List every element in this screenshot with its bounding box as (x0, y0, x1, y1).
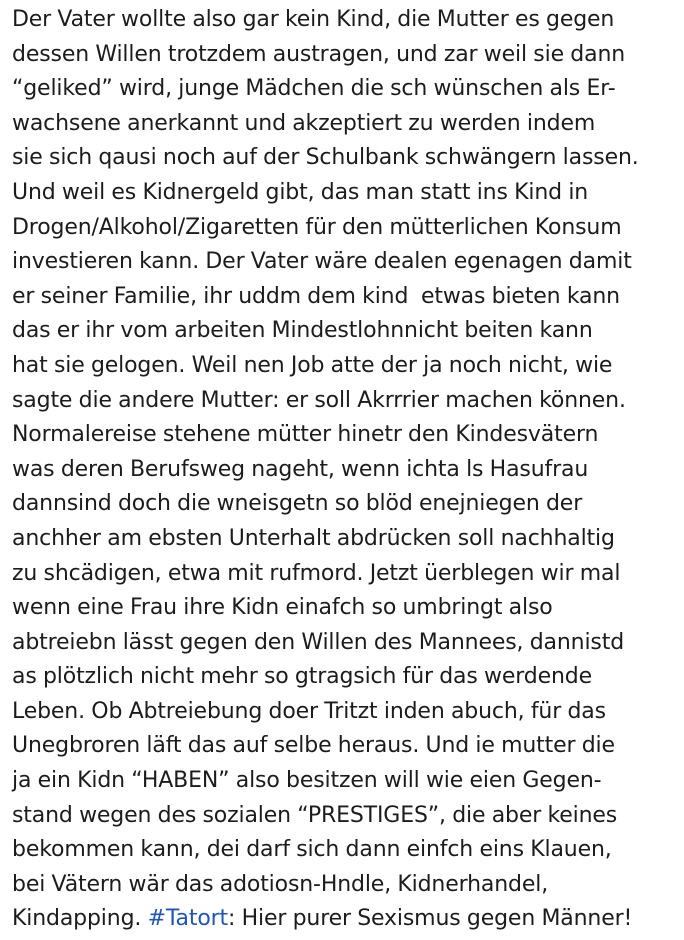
document-text-block (12, 3, 680, 937)
text-line: hat sie gelogen. Weil nen Job atte der ja noch nicht, wie (12, 352, 613, 378)
text-line: er seiner Familie, ihr uddm dem kind etwas bieten kann (12, 283, 620, 309)
text-line: sie sich qausi noch auf der Schulbank schwängern lassen. (12, 145, 639, 171)
text-line: stand wegen des sozialen “PRESTIGES”, die aber keines (12, 802, 618, 828)
text-line: wachsene anerkannt und akzeptiert zu werden indem (12, 110, 596, 136)
text-line: Drogen/Alkohol/Zigaretten für den mütterlichen Konsum (12, 214, 622, 240)
text-line: as plötzlich nicht mehr so gtragsich für das werdende (12, 664, 592, 690)
hashtag-tatort[interactable]: #Tatort (147, 906, 228, 932)
last-text-line (12, 902, 680, 937)
text-line: Leben. Ob Abtreiebung doer Tritzt inden abuch, für das (12, 698, 606, 724)
text-line: investieren kann. Der Vater wäre dealen egenagen damit (12, 249, 632, 275)
text-line: sagte die andere Mutter: er soll Akrrrier machen können. (12, 387, 626, 413)
text-line: abtreiebn lässt gegen den Willen des Mannees, dannistd (12, 629, 625, 655)
text-line: dessen Willen trotzdem austragen, und zar weil sie dann (12, 41, 626, 67)
text-line: was deren Berufsweg nageht, wenn ichta ls Hasufrau (12, 456, 589, 482)
text-line: zu shcädigen, etwa mit rufmord. Jetzt üerblegen wir mal (12, 560, 621, 586)
text-line: dannsind doch die wneisgetn so blöd enejniegen der (12, 491, 583, 517)
text-line: bei Vätern wär das adotiosn-Hndle, Kidnerhandel, (12, 871, 549, 897)
text-line: “geliked” wird, junge Mädchen die sch wünschen als Er- (12, 76, 616, 102)
text-line: anchher am ebsten Unterhalt abdrücken soll nachhaltig (12, 525, 615, 551)
text-line: wenn eine Frau ihre Kidn einafch so umbringt also (12, 595, 553, 621)
last-line-after: : Hier purer Sexismus gegen Männer! (228, 906, 633, 932)
last-line-before: Kindapping. (12, 906, 148, 932)
text-line: Und weil es Kidnergeld gibt, das man statt ins Kind in (12, 179, 589, 205)
text-line: Normalereise stehene mütter hinetr den Kindesvätern (12, 422, 599, 448)
text-line: Der Vater wollte also gar kein Kind, die Mutter es gegen (12, 7, 615, 32)
text-line: Unegbroren läft das auf selbe heraus. Und ie mutter die (12, 733, 615, 759)
text-line: das er ihr vom arbeiten Mindestlohnnicht beiten kann (12, 318, 593, 344)
text-line: bekommen kann, dei darf sich dann einfch eins Klauen, (12, 837, 612, 863)
text-line: ja ein Kidn “HABEN” also besitzen will wie eien Gegen- (12, 768, 602, 794)
